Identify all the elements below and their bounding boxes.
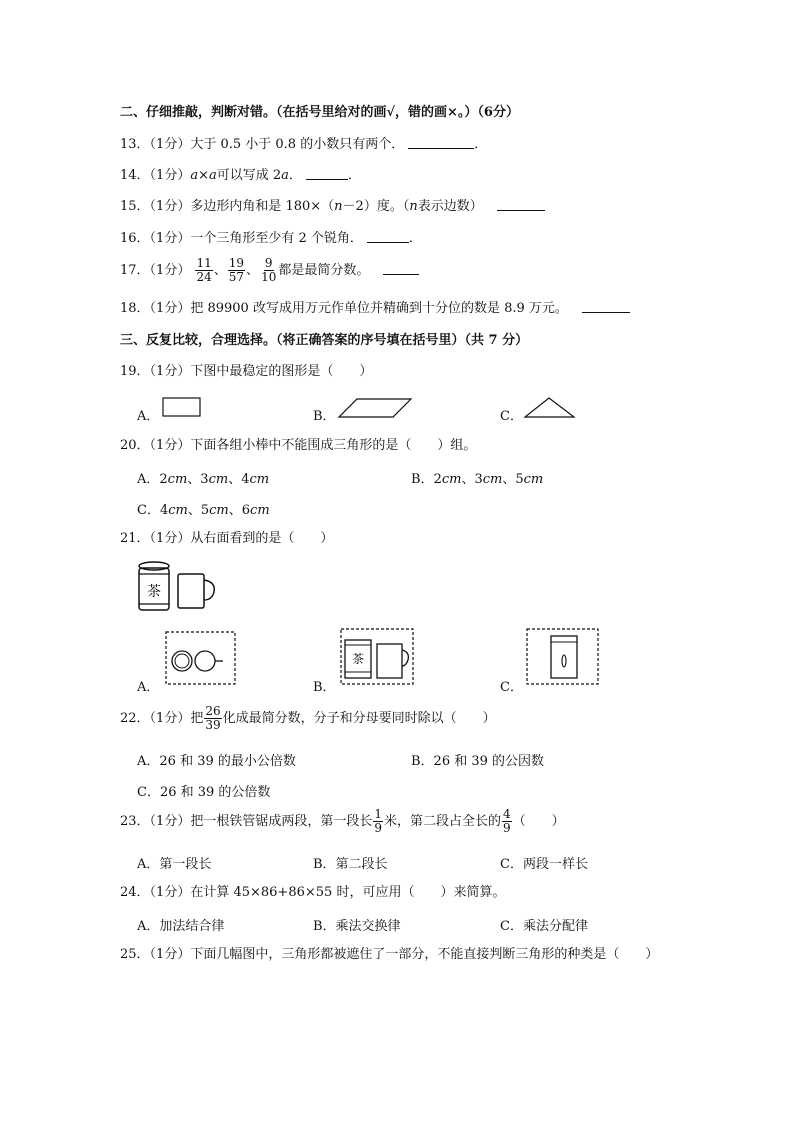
question-15: 15．（1分）多边形内角和是 180×（n－2）度。（n表示边数）	[120, 198, 545, 216]
section-3-header: 三、反复比较，合理选择。（将正确答案的序号填在括号里）（共 7 分）	[120, 333, 529, 348]
option-b[interactable]: B．	[313, 409, 336, 424]
question-13: 13．（1分）大于 0.5 小于 0.8 的小数只有两个． ．	[120, 137, 488, 152]
section-2-header: 二、仔细推敲，判断对错。（在括号里给对的画√，错的画×。）（6分）	[120, 105, 519, 120]
question-25: 25．（1分）下面几幅图中，三角形都被遮住了一部分，不能直接判断三角形的种类是（ ）	[120, 947, 659, 962]
question-text: 大于 0.5 小于 0.8 的小数只有两个．	[190, 137, 405, 152]
option-b-view-figure	[340, 628, 415, 686]
fraction: $\frac{11}{24}$	[196, 256, 212, 284]
math-expression: a×a	[190, 168, 217, 183]
question-19: 19．（1分）下图中最稳定的图形是（ ）	[120, 364, 373, 379]
option-c[interactable]: C．4cm、5cm、6cm	[137, 503, 270, 518]
answer-blank[interactable]	[367, 230, 409, 243]
answer-blank[interactable]	[306, 167, 348, 180]
option-b[interactable]: B．第二段长	[313, 857, 388, 872]
option-a-view-figure	[165, 631, 237, 687]
question-14: 14．（1分）a×a可以写成 2a． ．	[120, 168, 361, 183]
question-24: 24．（1分）在计算 45×86+86×55 时，可应用（ ）来简算。	[120, 885, 506, 900]
option-b[interactable]: B．26 和 39 的公因数	[411, 754, 545, 769]
option-a[interactable]: A．	[137, 409, 160, 424]
option-a[interactable]: A．加法结合律	[137, 919, 225, 934]
rectangle-figure	[162, 397, 202, 419]
option-c[interactable]: C．两段一样长	[500, 857, 588, 872]
tea-can-and-cup-illustration	[137, 560, 219, 612]
option-a[interactable]: A．第一段长	[137, 857, 212, 872]
question-16: 16．（1分）一个三角形至少有 2 个锐角． ．	[120, 231, 422, 246]
question-score: （1分）	[149, 137, 191, 152]
option-c[interactable]: C．乘法分配律	[500, 919, 588, 934]
answer-blank[interactable]	[497, 198, 545, 211]
option-b[interactable]: B．乘法交换律	[313, 919, 401, 934]
svg-text:茶: 茶	[351, 652, 365, 666]
option-a[interactable]: A．	[137, 680, 160, 695]
question-21: 21．（1分）从右面看到的是（ ）	[120, 531, 334, 546]
fraction: $\frac{19}{57}$	[228, 256, 245, 284]
fraction: $\frac{26}{39}$	[205, 704, 221, 732]
question-18: 18．（1分）把 89900 改写成用万元作单位并精确到十分位的数是 8.9 万元。	[120, 300, 630, 318]
option-c[interactable]: C．26 和 39 的公倍数	[137, 785, 271, 800]
question-number: 13．	[120, 137, 150, 152]
parallelogram-figure	[339, 398, 413, 420]
answer-blank[interactable]	[582, 300, 630, 313]
question-17: 17．（1分） $\frac{11}{24}$ 、 $\frac{19}{57}$ 、 $\frac{9}{10}$ 都是最简分数。	[120, 257, 419, 285]
option-a[interactable]: A．2cm、3cm、4cm	[137, 472, 270, 487]
answer-blank[interactable]	[408, 136, 474, 149]
tea-label: 茶	[147, 584, 161, 600]
fraction: $\frac{1}{9}$	[374, 807, 382, 835]
option-b[interactable]: B．2cm、3cm、5cm	[411, 472, 544, 487]
option-c[interactable]: C．	[500, 680, 523, 695]
question-20: 20．（1分）下面各组小棒中不能围成三角形的是（ ）组。	[120, 438, 477, 453]
option-a[interactable]: A．26 和 39 的最小公倍数	[137, 754, 296, 769]
option-c-view-figure	[526, 628, 600, 686]
fraction: $\frac{4}{9}$	[503, 807, 511, 835]
question-22: 22．（1分）把 $\frac{26}{39}$ 化成最简分数，分子和分母要同时除以（ ）	[120, 704, 496, 732]
fraction: $\frac{9}{10}$	[261, 256, 277, 284]
option-b[interactable]: B．	[313, 680, 336, 695]
question-23: 23．（1分）把一根铁管锯成两段，第一段长 $\frac{1}{9}$ 米，第二段占全长的 $\frac{4}{9}$ （ ）	[120, 807, 565, 835]
option-c[interactable]: C．	[500, 409, 523, 424]
triangle-figure	[524, 397, 576, 419]
answer-blank[interactable]	[383, 262, 419, 275]
